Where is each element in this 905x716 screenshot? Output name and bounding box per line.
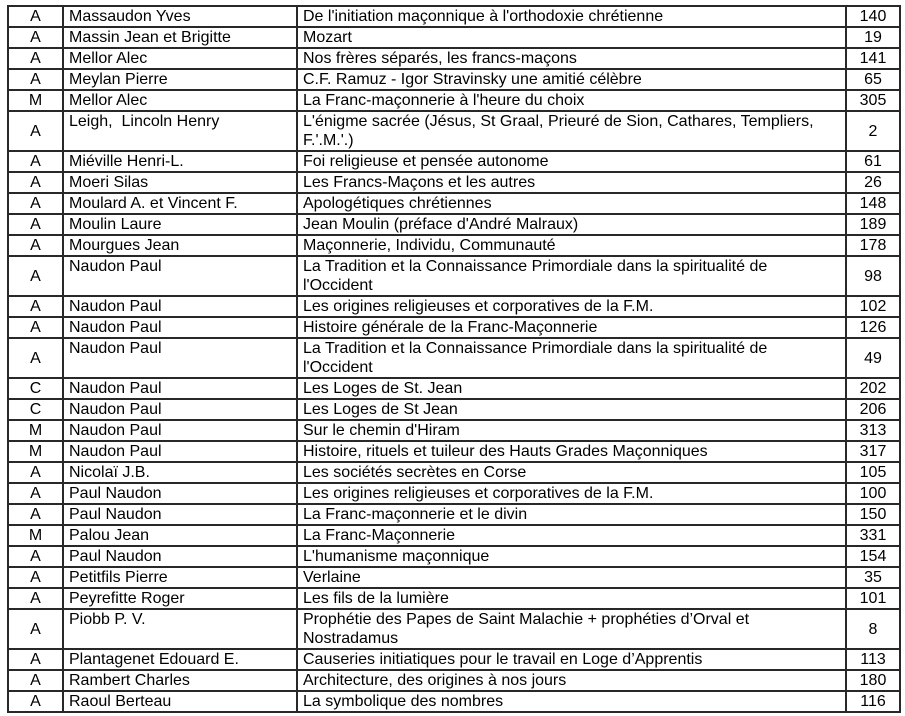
table-row [8,504,900,525]
title-cell: La Franc-maçonnerie et le divin [297,504,846,525]
table-row [8,649,900,670]
category-cell: A [8,691,63,712]
title-cell: La Franc-maçonnerie à l'heure du choix [297,90,846,111]
author-cell: Naudon Paul [63,399,297,420]
title-cell: Maçonnerie, Individu, Communauté [297,235,846,256]
table-row [8,6,900,27]
category-cell: A [8,151,63,172]
table-row [8,296,900,317]
author-cell: Peyrefitte Roger [63,588,297,609]
category-cell: M [8,441,63,462]
title-cell: Les sociétés secrètes en Corse [297,462,846,483]
count-cell: 331 [846,525,900,546]
title-cell: De l'initiation maçonnique à l'orthodoxie chrétienne [297,6,846,27]
title-cell: Causeries initiatiques pour le travail en Loge d’Apprentis [297,649,846,670]
author-cell: Naudon Paul [63,317,297,338]
count-cell: 100 [846,483,900,504]
author-cell: Mourgues Jean [63,235,297,256]
count-cell: 101 [846,588,900,609]
table-row [8,256,900,296]
category-cell: A [8,649,63,670]
count-cell: 8 [846,609,900,649]
count-cell: 26 [846,172,900,193]
count-cell: 65 [846,69,900,90]
category-cell: M [8,525,63,546]
count-cell: 140 [846,6,900,27]
author-cell: Nicolaï J.B. [63,462,297,483]
table-row [8,151,900,172]
author-cell: Paul Naudon [63,483,297,504]
category-cell: A [8,48,63,69]
count-cell: 150 [846,504,900,525]
count-cell: 113 [846,649,900,670]
category-cell: A [8,546,63,567]
title-cell: Mozart [297,27,846,48]
table-row [8,525,900,546]
count-cell: 49 [846,338,900,378]
table-row [8,420,900,441]
category-cell: A [8,670,63,691]
count-cell: 105 [846,462,900,483]
table-row [8,214,900,235]
table-row [8,588,900,609]
title-cell: Les Francs-Maçons et les autres [297,172,846,193]
author-cell: Leigh, Lincoln Henry [63,111,297,151]
author-cell: Moulin Laure [63,214,297,235]
title-cell: La symbolique des nombres [297,691,846,712]
author-cell: Meylan Pierre [63,69,297,90]
category-cell: A [8,235,63,256]
table-row [8,90,900,111]
table-row [8,546,900,567]
table-row [8,317,900,338]
category-cell: A [8,317,63,338]
category-cell: A [8,296,63,317]
author-cell: Petitfils Pierre [63,567,297,588]
count-cell: 98 [846,256,900,296]
category-cell: M [8,90,63,111]
author-cell: Naudon Paul [63,420,297,441]
title-cell: Verlaine [297,567,846,588]
table-row [8,27,900,48]
table-row [8,172,900,193]
count-cell: 180 [846,670,900,691]
table-row [8,441,900,462]
author-cell: Palou Jean [63,525,297,546]
count-cell: 189 [846,214,900,235]
count-cell: 202 [846,378,900,399]
count-cell: 148 [846,193,900,214]
author-cell: Massin Jean et Brigitte [63,27,297,48]
author-cell: Piobb P. V. [63,609,297,649]
count-cell: 102 [846,296,900,317]
count-cell: 154 [846,546,900,567]
author-cell: Naudon Paul [63,296,297,317]
author-cell: Naudon Paul [63,338,297,378]
category-cell: M [8,420,63,441]
table-row [8,338,900,378]
count-cell: 313 [846,420,900,441]
title-cell: Prophétie des Papes de Saint Malachie + prophéties d’Orval et Nostradamus [297,609,846,649]
title-cell: Les origines religieuses et corporatives de la F.M. [297,483,846,504]
title-cell: Les fils de la lumière [297,588,846,609]
count-cell: 178 [846,235,900,256]
title-cell: Histoire, rituels et tuileur des Hauts Grades Maçonniques [297,441,846,462]
author-cell: Raoul Berteau [63,691,297,712]
catalog-table-body [8,6,900,712]
category-cell: A [8,256,63,296]
title-cell: La Franc-Maçonnerie [297,525,846,546]
author-cell: Naudon Paul [63,256,297,296]
title-cell: Sur le chemin d'Hiram [297,420,846,441]
table-row [8,48,900,69]
author-cell: Moulard A. et Vincent F. [63,193,297,214]
table-row [8,609,900,649]
table-row [8,567,900,588]
count-cell: 126 [846,317,900,338]
count-cell: 317 [846,441,900,462]
title-cell: Les origines religieuses et corporatives de la F.M. [297,296,846,317]
category-cell: C [8,378,63,399]
table-row [8,691,900,712]
category-cell: A [8,338,63,378]
author-cell: Mellor Alec [63,90,297,111]
category-cell: A [8,567,63,588]
title-cell: Architecture, des origines à nos jours [297,670,846,691]
author-cell: Paul Naudon [63,504,297,525]
count-cell: 61 [846,151,900,172]
title-cell: La Tradition et la Connaissance Primordiale dans la spiritualité de l'Occident [297,256,846,296]
count-cell: 2 [846,111,900,151]
count-cell: 305 [846,90,900,111]
title-cell: Les Loges de St. Jean [297,378,846,399]
table-row [8,462,900,483]
author-cell: Rambert Charles [63,670,297,691]
table-row [8,235,900,256]
category-cell: A [8,111,63,151]
table-row [8,378,900,399]
table-row [8,483,900,504]
title-cell: Nos frères séparés, les francs-maçons [297,48,846,69]
count-cell: 35 [846,567,900,588]
title-cell: L'humanisme maçonnique [297,546,846,567]
author-cell: Miéville Henri-L. [63,151,297,172]
category-cell: A [8,172,63,193]
table-row [8,193,900,214]
title-cell: Apologétiques chrétiennes [297,193,846,214]
table-row [8,111,900,151]
author-cell: Paul Naudon [63,546,297,567]
category-cell: A [8,483,63,504]
library-catalog-table [7,5,901,713]
author-cell: Massaudon Yves [63,6,297,27]
category-cell: C [8,399,63,420]
count-cell: 141 [846,48,900,69]
category-cell: A [8,6,63,27]
title-cell: Jean Moulin (préface d'André Malraux) [297,214,846,235]
title-cell: La Tradition et la Connaissance Primordiale dans la spiritualité de l'Occident [297,338,846,378]
title-cell: L'énigme sacrée (Jésus, St Graal, Prieuré de Sion, Cathares, Templiers, F.'.M.'.) [297,111,846,151]
category-cell: A [8,27,63,48]
author-cell: Naudon Paul [63,378,297,399]
author-cell: Moeri Silas [63,172,297,193]
table-row [8,670,900,691]
table-row [8,399,900,420]
title-cell: Foi religieuse et pensée autonome [297,151,846,172]
category-cell: A [8,462,63,483]
category-cell: A [8,504,63,525]
title-cell: Les Loges de St Jean [297,399,846,420]
author-cell: Mellor Alec [63,48,297,69]
category-cell: A [8,69,63,90]
category-cell: A [8,214,63,235]
count-cell: 19 [846,27,900,48]
title-cell: C.F. Ramuz - Igor Stravinsky une amitié célèbre [297,69,846,90]
table-row [8,69,900,90]
author-cell: Naudon Paul [63,441,297,462]
author-cell: Plantagenet Edouard E. [63,649,297,670]
count-cell: 206 [846,399,900,420]
title-cell: Histoire générale de la Franc-Maçonnerie [297,317,846,338]
category-cell: A [8,193,63,214]
count-cell: 116 [846,691,900,712]
category-cell: A [8,609,63,649]
category-cell: A [8,588,63,609]
